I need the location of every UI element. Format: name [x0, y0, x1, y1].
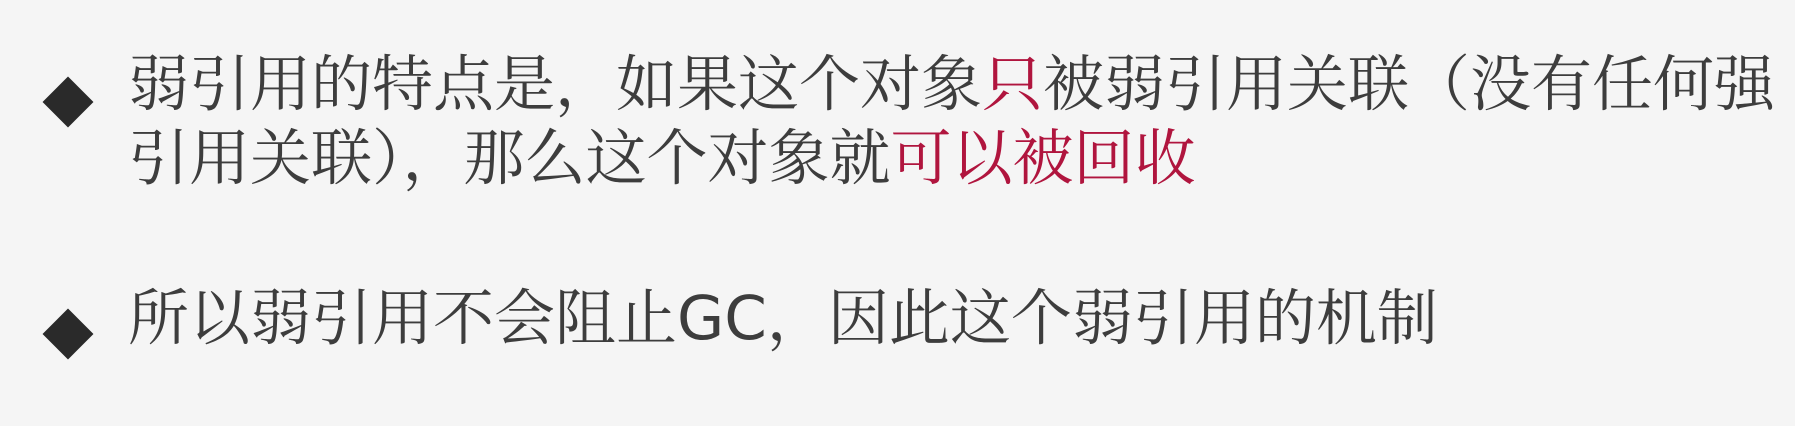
text-segment: 被弱引用关联（没有任何强引用关联），那么这个对象就 [128, 49, 1776, 194]
diamond-bullet-icon [43, 77, 94, 128]
diamond-bullet-icon [43, 309, 94, 360]
highlighted-text: 只 [982, 49, 1044, 120]
bullet-text [128, 282, 1795, 356]
text-segment: 弱引用的特点是，如果这个对象 [128, 49, 983, 120]
bullet-text [128, 48, 1795, 196]
text-segment: 所以弱引用不会阻止GC，因此这个弱引用的机制 [128, 283, 1438, 354]
highlighted-text: 可以被回收 [890, 123, 1196, 194]
